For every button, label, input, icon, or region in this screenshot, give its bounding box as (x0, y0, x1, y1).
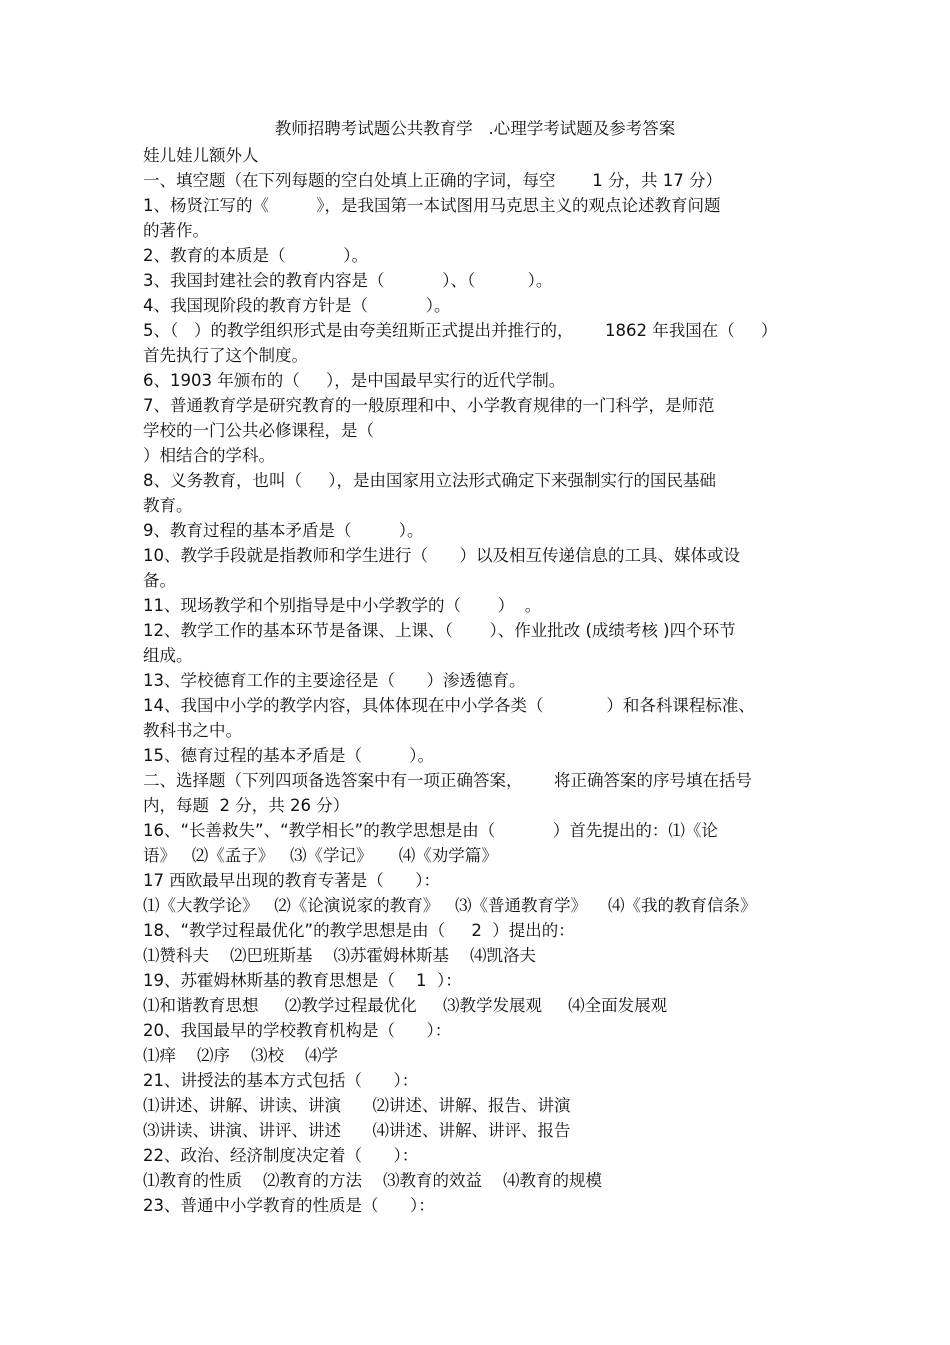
question-options: ⑴痒 ⑵序 ⑶校 ⑷学 (143, 1046, 338, 1065)
question-line: 组成。 (143, 646, 193, 665)
question-line: 7、普通教育学是研究教育的一般原理和中、小学教育规律的一门科学，是师范 (143, 396, 715, 415)
question-line: 20、我国最早的学校教育机构是（ ）： (143, 1021, 452, 1040)
question-line: 4、我国现阶段的教育方针是（ ）。 (143, 296, 451, 315)
question-line: 9、教育过程的基本矛盾是（ ）。 (143, 521, 424, 540)
question-options: ⑴和谐教育思想 ⑵教学过程最优化 ⑶教学发展观 ⑷全面发展观 (143, 996, 668, 1015)
question-line: 19、苏霍姆林斯基的教育思想是（ 1 ）： (143, 971, 462, 990)
question-line: 13、学校德育工作的主要途径是（ ）渗透德育。 (143, 671, 526, 690)
question-line: 17 西欧最早出现的教育专著是（ ）： (143, 871, 440, 890)
question-line: 的著作。 (143, 221, 209, 240)
question-line: 18、“教学过程最优化”的教学思想是由（ 2 ）提出的： (143, 921, 575, 940)
question-line: 教育。 (143, 496, 193, 515)
question-line: 11、现场教学和个别指导是中小学教学的（ ） 。 (143, 596, 542, 615)
question-options: 语》 ⑵《孟子》 ⑶《学记》 ⑷《劝学篇》 (143, 846, 498, 865)
section-heading: 内，每题 2 分，共 26 分） (143, 796, 350, 815)
question-options: ⑴讲述、讲解、讲读、讲演 ⑵讲述、讲解、报告、讲演 (143, 1096, 571, 1115)
document-body (143, 143, 823, 1218)
question-line: 备。 (143, 571, 176, 590)
question-line: ）相结合的学科。 (143, 446, 275, 465)
text-line: 娃儿娃儿额外人 (143, 146, 259, 165)
question-line: 5、（ ）的教学组织形式是由夸美纽斯正式提出并推行的， 1862 年我国在（ ） (143, 321, 778, 340)
question-line: 首先执行了这个制度。 (143, 346, 308, 365)
question-line: 23、普通中小学教育的性质是（ ）： (143, 1196, 435, 1215)
section-heading: 二、选择题（下列四项备选答案中有一项正确答案， 将正确答案的序号填在括号 (143, 771, 752, 790)
question-line: 1、杨贤江写的《 》，是我国第一本试图用马克思主义的观点论述教育问题 (143, 196, 721, 215)
question-options: ⑴教育的性质 ⑵教育的方法 ⑶教育的效益 ⑷教育的规模 (143, 1171, 602, 1190)
question-line: 15、德育过程的基本矛盾是（ ）。 (143, 746, 434, 765)
question-line: 21、讲授法的基本方式包括（ ）： (143, 1071, 419, 1090)
question-line: 教科书之中。 (143, 721, 242, 740)
question-line: 16、“长善救失”、“教学相长”的教学思想是由（ ）首先提出的：⑴《论 (143, 821, 718, 840)
question-line: 12、教学工作的基本环节是备课、上课、（ ）、作业批改 (成绩考核 )四个环节 (143, 621, 736, 640)
section-heading: 一、填空题（在下列每题的空白处填上正确的字词，每空 1 分，共 17 分） (143, 171, 722, 190)
question-options: ⑶讲读、讲演、讲评、讲述 ⑷讲述、讲解、讲评、报告 (143, 1121, 571, 1140)
question-line: 22、政治、经济制度决定着（ ）： (143, 1146, 419, 1165)
question-options: ⑴赞科夫 ⑵巴班斯基 ⑶苏霍姆林斯基 ⑷凯洛夫 (143, 946, 536, 965)
question-line: 14、我国中小学的教学内容，具体体现在中小学各类（ ）和各科课程标准、 (143, 696, 755, 715)
question-line: 3、我国封建社会的教育内容是（ ）、（ ）。 (143, 271, 553, 290)
question-line: 2、教育的本质是（ ）。 (143, 246, 368, 265)
question-line: 学校的一门公共必修课程，是（ (143, 421, 374, 440)
question-options: ⑴《大教学论》 ⑵《论演说家的教育》 ⑶《普通教育学》 ⑷《我的教育信条》 (143, 896, 757, 915)
question-line: 8、义务教育，也叫（ ），是由国家用立法形式确定下来强制实行的国民基础 (143, 471, 716, 490)
question-line: 6、1903 年颁布的（ ），是中国最早实行的近代学制。 (143, 371, 566, 390)
document-title: 教师招聘考试题公共教育学 .心理学考试题及参考答案 (274, 119, 676, 138)
question-line: 10、教学手段就是指教师和学生进行（ ）以及相互传递信息的工具、媒体或设 (143, 546, 740, 565)
